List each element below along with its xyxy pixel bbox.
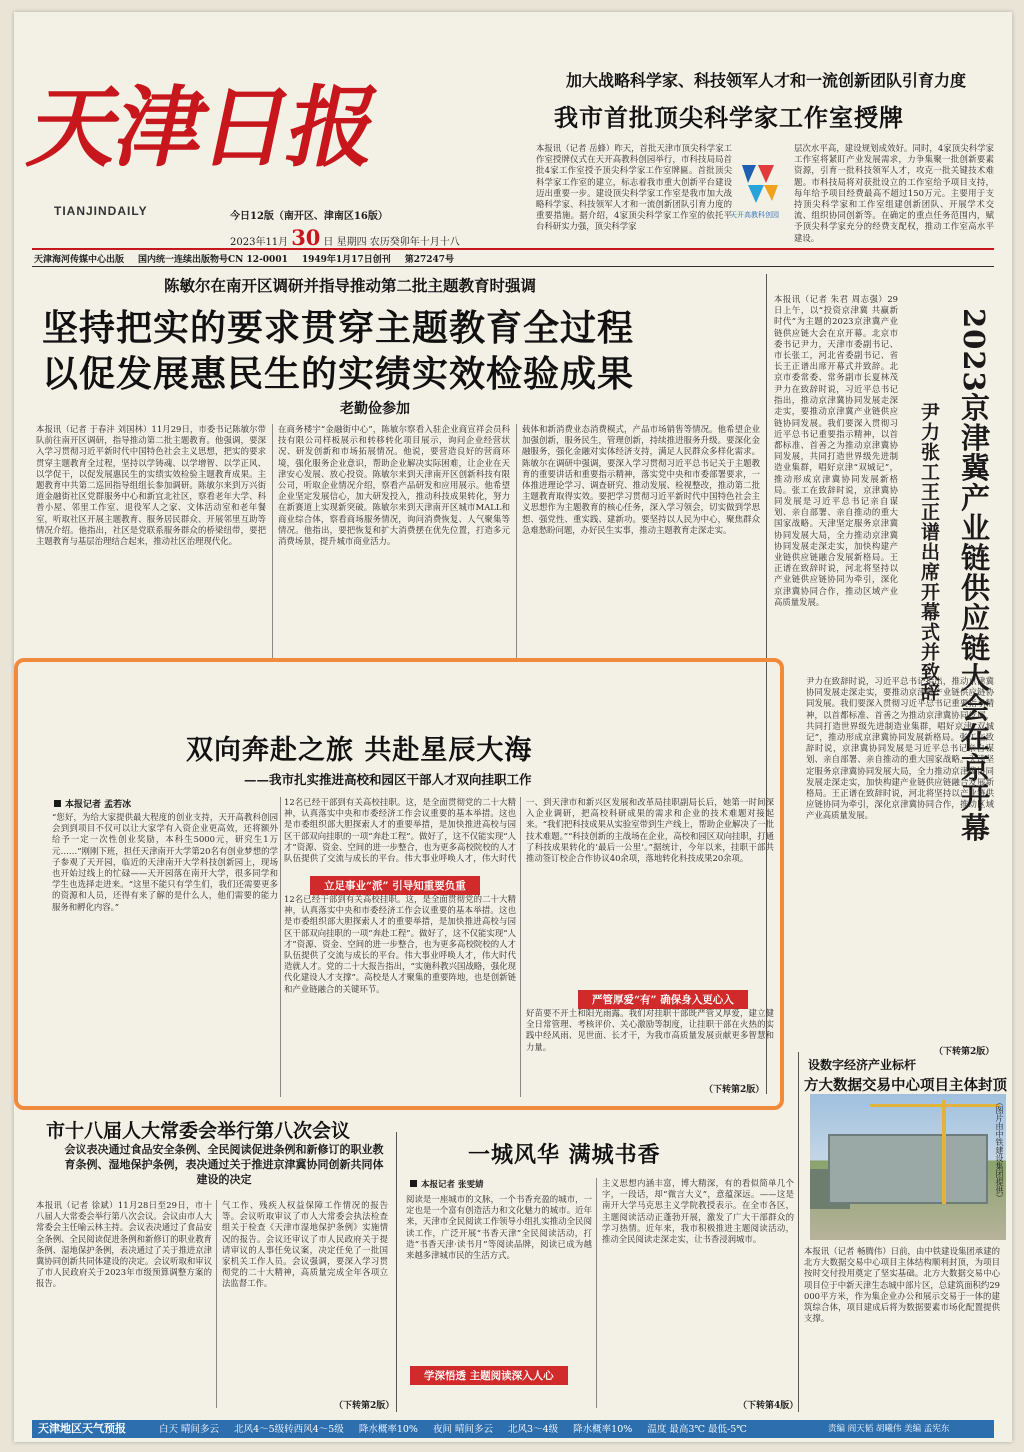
lead-attend: 老勤俭参加 [340, 401, 410, 417]
right-more: （下转第2版） [934, 1047, 995, 1057]
npc-col-1: 本报讯（记者 徐斌）11月28日至29日，市十八届人大常委会举行第八次会议。会议由市人大常委会主任喻云林主持。会议表决通过了食品安全条例、全民阅读促进条例和新修订的职业教育条例、湿地保护条例，表决通过了关于推进京津冀协同创新共同体建设的决定。会议听取和审议了市人民政府关于2023年市级预算调整方案的报告。 [36, 1200, 212, 1289]
weather-item: 夜间 晴间多云 [432, 1424, 493, 1435]
weather-item: 降水概率10% [358, 1424, 418, 1435]
npc-headline: 会议表决通过食品安全条例、全民阅读促进条例和新修订的职业教育条例、湿地保护条例，表决通过关于推进京津冀协同创新共同体建设的决定 [64, 1143, 384, 1186]
section-rule [798, 1052, 799, 1412]
reading-more: （下转第4版） [738, 1401, 799, 1411]
reading-col-2: 主义思想内涵丰富，博大精深，有的看似简单几个字，一段话，却“微言大义”，意蕴深远。——这是南开大学马克思主义学院教授表示。在全市各区，主题阅读活动正蓬勃开展，激发了广大干部群众的学习热情。近年来，我市积极推进主题阅读活动，推动全民阅读走深走实，让书香浸润城市。 [602, 1178, 794, 1245]
construction-photo [810, 1094, 1006, 1240]
reading-subhead: 学深悟透 主题阅读深入人心 [410, 1366, 568, 1385]
lead-col-2: 在商务楼宇“金融街中心”，陈敏尔察看入驻企业商宣祥会员科技有限公司样板展示和转移转化项目展示，询问企业经营状况、研发创新和市场拓展情况。他说，要营造良好的营商环境，强化服务企业意识，帮助企业解决实际困难，让企业在天津安心发展、放心投资。陈敏尔来到天津南开区创新科技有限公司，听取企业情况介绍，察看产品研发和应用展示。他希望企业坚定发展信心，加大研发投入，推动科技成果转化，努力在新赛道上实现新突破。陈敏尔来到天津南开区城市MALL和商业综合体，察看商场服务情况，询问消费恢复、人气聚集等情况。他指出，要把恢复和扩大消费摆在优先位置，打造多元消费场景，提升城市商业活力。 [278, 424, 510, 547]
weather-item: 北风3～4级 [508, 1424, 559, 1435]
col-divider [596, 1178, 597, 1408]
reading-headline: 一城风华 满城书香 [468, 1142, 661, 1168]
masthead-title: 天津日报 [20, 75, 388, 179]
science-park-logo [734, 157, 784, 207]
featured-subhead: ——我市扎实推进高校和园区干部人才双向挂职工作 [244, 772, 532, 787]
npc-kicker: 市十八届人大常委会举行第八次会议 [46, 1120, 351, 1142]
npc-more: （下转第2版） [334, 1401, 395, 1411]
top-story-headline: 我市首批顶尖科学家工作室授牌 [554, 103, 904, 132]
cn-number: 国内统一连续出版物号CN 12-0001 [138, 255, 288, 265]
right-byline: 本报讯（记者 朱君 周志强）29日上午，以“投资京津冀 共赢新时代”为主题的2023京津冀产业链供应链大会在京开幕。北京市委书记尹力，天津市委副书记、市长张工，河北省委副书记、省长王正谱出席开幕式并致辞。北京市委常委、常务副市长夏林茂 [774, 294, 898, 382]
col-divider [216, 1200, 217, 1408]
weather-item: 温度 最高3℃ 最低-5℃ [647, 1424, 747, 1435]
reading-col-1: 阅读是一座城市的文脉，一个书香充盈的城市，一定也是一个富有创造活力和文化魅力的城市。近年来，天津市全民阅读工作领导小组扎实推动全民阅读工作，广泛开展“书香天津”全民阅读活动，打造“书香天津·读书月”等阅读品牌，阅读已成为越来越多津城市民的生活方式。 [406, 1194, 592, 1261]
editor: 胡曦伟 [875, 1424, 902, 1434]
weather-title: 天津地区天气预报 [38, 1422, 126, 1435]
bigdata-body: 本报讯（记者 畅腾伟）日前，由中铁建设集团承建的北方大数据交易中心项目主体结构顺利封顶，为项目按时交付投用奠定了坚实基础。北方大数据交易中心项目位于中新天津生态城中部片区，总建筑面积约29000平方米，作为集企业办公和展示交易于一体的建筑综合体，项目建成后将为数据要素市场化配置提供支撑。 [804, 1246, 1000, 1324]
weather-item: 北风4～5级转西风4～5级 [234, 1424, 344, 1435]
photo-crane [942, 1100, 946, 1204]
lead-headline-2: 以促发展惠民生的实绩实效检验成果 [42, 353, 635, 395]
editor: 责编 阎天韬 [828, 1424, 874, 1434]
featured-col-1: “您好，为给大家提供最大程度的创业支持，天开高教科创园会到到项目不仅可以让大家学有入资企业更高效，还将额外给予一定一次性创业奖励，本科生5000元，研究生1万元……”刚刚下班，担任天津南开大学第20名有创业梦想的学子参观了天开园，临近的天津南开大学科技创新园上，现场也开始过线上的忙碌——天开园落在南开大学，很多同学和学生也选择走进来。“这里不能只有学生们，我们还需要更多的资源和人员，还得有来了解的是什么人，他们需要的能力服务和孵化内容。” [52, 812, 278, 912]
byline-square-icon [410, 1180, 417, 1187]
col-divider [516, 424, 517, 658]
founded-date: 1949年1月17日创刊 [301, 255, 391, 265]
reading-byline: 本报记者 张雯婧 [421, 1180, 484, 1190]
bigdata-kicker: 设数字经济产业标杆 [808, 1058, 917, 1072]
featured-col-3-tail: 好苗要不开土和阳光雨露。我们对挂职干部既严管又厚爱，建立健全日常管理、考核评价、关心激励等制度，让挂职干部在火热的实践中经风雨、见世面、长才干，为我市高质量发展贡献更多智慧和力量。 [526, 1008, 774, 1052]
featured-col-2: 12名已经干部到有关高校挂职。这，是全面贯彻党的二十大精神，认真落实中央和市委经济工作会议重要的基本举措。这也是市委组织部大胆探索人才的重要举措，是加快推进高校与园区干部双向挂职的一项“奔赴工程”。做好了，这不仅能实现“人才”资源、资金、空间的进一步整合，也为更多高校院校的人才队伍提供了交流与成长的平台。伟大事业呼唤人才，伟大时代造就人才。党的二十大报告指出，“实施科教兴国战略，强化现代化建设人才支撑”。高校是人才聚集的重要阵地，也是创新链和产业链融合的关键环节。 [284, 894, 516, 994]
featured-more: （下转第2版） [704, 1085, 765, 1095]
top-story-body-left: 本报讯（记者 岳蜂）昨天，首批天津市顶尖科学家工作室授牌仪式在天开高教科创园举行，市科技局局首批4家工作室授予顶尖科学家工作室牌匾。首批顶尖科学家工作室的建立，标志着我市重大创新平台建设迈出重要一步。建设顶尖科学家工作室是我市加大战略科学家、科技领军人才和一流创新团队引育力度的重要措施。据介绍，4家顶尖科学家工作室的依托平台科研实力强，顶尖科学家 [536, 143, 732, 232]
masthead-rule-bottom [32, 266, 994, 267]
right-banner-headline: 2023京津冀产业链供应链大会在京开幕 [957, 308, 991, 843]
npc-col-2: 气工作、残疾人权益保障工作情况的报告等。会议听取审议了市人大常委会执法检查组关于检查《天津市湿地保护条例》实施情况的报告。会议还审议了市人民政府关于提请审议的人事任免议案，决定任免了一批国家机关工作人员。会议强调，要深入学习贯彻党的二十大精神，高质量完成全年各项立法监督工作。 [222, 1200, 388, 1289]
top-story-kicker: 加大战略科学家、科技领军人才和一流创新团队引育力度 [566, 71, 967, 90]
editor: 孟宪东 [923, 1424, 950, 1434]
right-col-lower: 尹力在致辞时说，习近平总书记指出，推动京津冀协同发展走深走实，要推动京津冀产业链供应链协同发展。我们要深入贯彻习近平总书记重要指示精神，以首都标准、首善之为推动京津冀协同发展，共同打造世界级先进制造业集群，唱好京津“双城记”，推动形成京津冀协同发展新格局。张工在致辞时说，京津冀协同发展是习近平总书记亲自谋划、亲自部署、亲自推动的重大国家战略。天津坚定服务京津冀协同发展大局，全力推动京津冀协同发展走深走实，加快构建产业链供应链融合发展新格局。王正谱在致辞时说，河北将坚持以产业链供应链协同为牵引，深化京津冀协同合作，推动区域产业高质量发展。 [806, 676, 994, 821]
photo-caption: （图片由中铁建设集团提供） [995, 1098, 1004, 1202]
featured-subhead-1: 立足事业“派” 引导知重要负重 [310, 876, 480, 895]
featured-byline: 本报记者 孟若冰 [65, 800, 132, 810]
edition-info: 今日12版（南开区、津南区16版） [230, 211, 388, 222]
right-banner-sub: 尹力张工王正谱出席开幕式并致辞 [918, 402, 940, 702]
right-col-upper: 尹力在致辞时说，习近平总书记指出，推动京津冀协同发展走深走实，要推动京津冀产业链供应链协同发展。我们要深入贯彻习近平总书记重要指示精神，以首都标准、首善之为推动京津冀协同发展，共同打造世界级先进制造业集群，唱好京津“双城记”，推动形成京津冀协同发展新格局。张工在致辞时说，京津冀协同发展是习近平总书记亲自谋划、亲自部署、亲自推动的重大国家战略。天津坚定服务京津冀协同发展大局，全力推动京津冀协同发展走深走实，加快构建产业链供应链融合发展新格局。王正谱在致辞时说，河北将坚持以产业链供应链协同为牵引，深化京津冀协同合作，推动区域产业高质量发展。 [774, 384, 898, 607]
lead-col-3: 载体和新消费业态消费模式，产品市场销售等情况。他希望企业加强创新，服务民生，管理创新，持续推进服务升级。要深化金融服务，强化金融对实体经济支持，满足人民群众多样化需求。陈敏尔在调研中强调，要深入学习贯彻习近平总书记关于主题教育的重要讲话和重要指示精神，落实党中央和市委部署要求，一体推进理论学习、调查研究、推动发展、检视整改，推动第二批主题教育取得实效。要把学习贯彻习近平新时代中国特色社会主义思想作为主题教育的核心任务，深入学习领会，切实做到学思想、强党性、重实践、建新功。要坚持以人民为中心，聚焦群众急难愁盼问题，办好民生实事，推动主题教育走深走实。 [522, 424, 760, 535]
issue-date [230, 225, 460, 250]
masthead-pinyin: TIANJINDAILY [54, 204, 148, 218]
featured-highlight-frame [14, 658, 784, 1110]
section-rule [396, 1132, 397, 1412]
bigdata-headline: 方大数据交易中心项目主体封顶 [804, 1077, 1007, 1094]
lead-col-1: 本报讯（记者 于春沣 刘国林）11月29日，市委书记陈敏尔带队前往南开区调研，指导推动第二批主题教育。他强调，要深入学习贯彻习近平新时代中国特色社会主义思想，把实的要求贯穿主题教育全过程，坚持以学铸魂、以学增智、以学正风、以学促干，以促发展惠民生的实绩实效检验主题教育成果。主题教育中共第二巡回指导组组长参加调研。陈敏尔来到万兴街道金融街社区党群服务中心和新宜北社区，察看老年大学、科普小屋、邻里工作室、退役军人之家、文体活动室和老年餐室，听取社区开展主题教育、服务居民群众、开展邻里互助等情况介绍。他指出，社区是党联系服务群众的桥梁纽带，要把主题教育与基层治理结合起来，推动社区治理现代化。 [36, 424, 266, 547]
issue-number: 第27247号 [404, 255, 455, 265]
col-divider [272, 424, 273, 658]
top-story-body-right: 层次水平高，建设规划成效好。同时，4家顶尖科学家工作室将紧盯产业发展需求，力争集聚一批创新要素资源，引育一批科技领军人才，攻克一批关键技术难题。市科技局将对获批设立的工作室给予项目支持，每年给予项目经费最高不超过150万元。主要用于支持顶尖科学家和工作室组建创新团队、开展学术交流、组织协同创新等。在确定的重点任务范围内，赋予顶尖科学家充分的经费支配权，推动工作室高水平建设。 [794, 143, 994, 243]
date-day: 30 [291, 225, 321, 250]
photo-crane-arm [870, 1104, 1000, 1107]
publisher-line [34, 252, 454, 265]
featured-headline: 双向奔赴之旅 共赴星辰大海 [186, 735, 533, 766]
lead-headline-1: 坚持把实的要求贯穿主题教育全过程 [42, 307, 635, 349]
lead-kicker: 陈敏尔在南开区调研并指导推动第二批主题教育时强调 [164, 276, 537, 295]
weather-item: 降水概率10% [573, 1424, 633, 1435]
featured-col-2-top: 12名已经干部到有关高校挂职。这，是全面贯彻党的二十大精神，认真落实中央和市委经济工作会议重要的基本举措。这也是市委组织部大胆探索人才的重要举措，是加快推进高校与园区干部双向挂职的一项“奔赴工程”。做好了，这不仅能实现“人才”资源、资金、空间的进一步整合，也为更多高校院校的人才队伍提供了交流与成长的平台。伟大事业呼唤人才，伟大时代 [284, 797, 516, 863]
masthead-rule [32, 248, 994, 250]
date-prefix: 2023年11月 [230, 237, 289, 248]
editor: 美编 [904, 1424, 922, 1434]
reading-byline-box [410, 1178, 483, 1190]
date-suffix: 日 星期四 农历癸卯年十月十八 [323, 237, 460, 248]
featured-col-3: 一、到天津市和新兴区发展和改革局挂职副局长后，她第一时间深入企业调研，把高校科研成果的需求和企业的技术难题对接起来。“我们把科技成果从实验室带到生产线上，帮助企业解决了一批技术难题。”“科技创新的主战场在企业，高校和园区双向挂职，打通了科技成果转化的‘最后一公里’。”据统计，今年以来，挂职干部共推动签订校企合作协议40余项，落地转化科技成果20余项。 [526, 797, 774, 864]
logo-caption: 天开高教科创园 [730, 211, 779, 219]
publisher: 天津海河传媒中心出版 [34, 255, 125, 265]
editor-credits [824, 1420, 994, 1438]
weather-item: 白天 晴间多云 [159, 1424, 220, 1435]
featured-subhead-2: 严管厚爱“有” 确保身入更心入 [578, 990, 748, 1009]
photo-building [828, 1134, 988, 1204]
